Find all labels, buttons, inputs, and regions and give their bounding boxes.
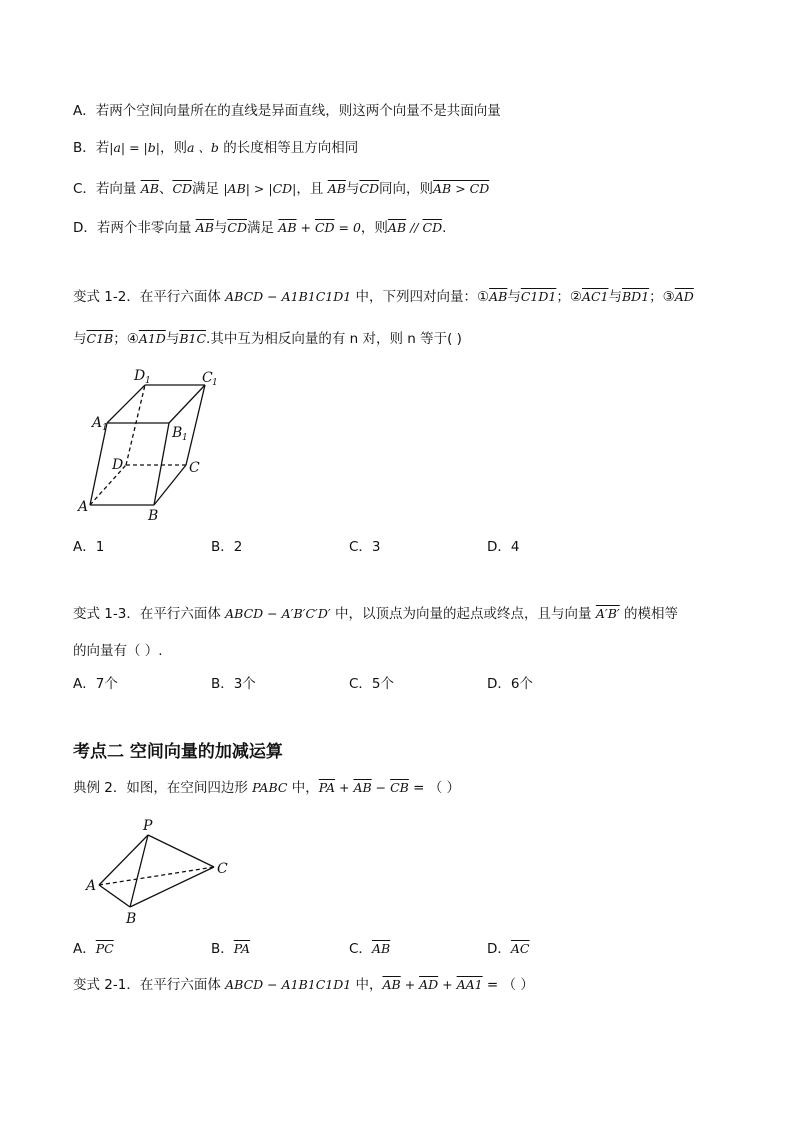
option-b: [73, 139, 358, 157]
choice-c[interactable]: C．5个: [349, 676, 395, 692]
option-c-text: 满足: [192, 181, 224, 197]
question-2-1-label: 变式 2-1．在平行六面体: [73, 977, 226, 993]
question-2-1-text: 中，: [351, 977, 383, 993]
section-heading: 考点二 空间向量的加减运算: [73, 742, 283, 762]
edge-b-c: [154, 465, 186, 505]
question-1-2-line1: [73, 288, 694, 306]
vertex-label-a: A: [78, 499, 89, 515]
option-c: [73, 180, 489, 198]
vector-a1d: A1D: [138, 331, 166, 346]
vector-cd: $\overline{CD}$: [227, 220, 247, 235]
option-b-prefix: B．若: [73, 140, 110, 156]
option-b-conclusion: 的长度相等且方向相同: [218, 140, 359, 156]
choice-letter: B．: [211, 941, 234, 957]
vertex-label-b1: B: [172, 425, 183, 441]
vector-pa: $\overline{PA}$: [233, 941, 251, 956]
vector-ac1: AC1: [581, 289, 609, 304]
choice-d[interactable]: D．4: [487, 539, 520, 555]
quadrilateral-figure: [80, 815, 240, 930]
option-c-text: ，且: [296, 181, 328, 197]
conjunction: 与: [507, 289, 521, 305]
vector-cd: $\overline{CD}$: [359, 181, 380, 196]
vector-pa: $\overline{PA}$: [318, 780, 336, 795]
vertex-label-a: A: [86, 878, 97, 894]
option-a: A．若两个空间向量所在的直线是异面直线，则这两个向量不是共面向量: [73, 103, 501, 119]
vertex-label-a1: A: [92, 415, 103, 431]
option-b-vars: a 、b: [187, 140, 219, 155]
separator: 、: [158, 181, 173, 197]
vector-ab: $\overline{AB}$: [327, 181, 346, 196]
parallelepiped-name: ABCD − A′B′C′D′: [225, 606, 331, 621]
subscript-1: 1: [182, 433, 188, 443]
option-d-text: ，则: [360, 220, 388, 236]
question-2-1: [73, 976, 534, 994]
plus-sign: +: [335, 780, 354, 795]
subscript-1: 1: [212, 378, 218, 388]
conjunction: 与: [165, 331, 180, 347]
hidden-edge-d-d1: [126, 385, 145, 465]
choice-letter: C．: [349, 941, 372, 957]
vector-ab: $\overline{AB}$: [278, 220, 297, 235]
vector-ab: $\overline{AB}$: [371, 941, 391, 956]
question-1-2-label: 变式 1-2．在平行六面体: [73, 289, 226, 305]
choice-letter: D．: [487, 941, 511, 957]
example-2-text: 中，: [287, 780, 319, 796]
question-1-2-text: 中，下列四对向量：①: [351, 289, 490, 305]
choice-d[interactable]: [487, 940, 530, 958]
subscript-1: 1: [102, 423, 108, 433]
vector-cd: $\overline{CD}$: [422, 220, 443, 235]
vertex-label-p: P: [143, 818, 153, 834]
option-d-prefix: D．若两个非零向量: [73, 220, 196, 236]
plus-sign: +: [400, 977, 420, 992]
question-1-3-text: 中，以顶点为向量的起点或终点，且与向量: [330, 606, 596, 622]
vector-ac: $\overline{AC}$: [510, 941, 530, 956]
edge-p-c: [148, 835, 214, 867]
question-1-3-line2: 的向量有（ ）.: [73, 643, 163, 659]
vector-a-prime-b-prime: A′B′: [595, 606, 620, 621]
vector-ab: $\overline{AB}$: [140, 181, 159, 196]
choice-c[interactable]: C．3: [349, 539, 381, 555]
vector-c1b: C1B: [86, 331, 114, 346]
option-d-text: 满足: [247, 220, 279, 236]
period: .: [442, 220, 447, 236]
choice-c[interactable]: [349, 940, 390, 958]
vertex-label-c1: C: [202, 370, 213, 386]
plus-sign: +: [296, 220, 315, 235]
subscript-1: 1: [145, 376, 151, 386]
vector-cd: $\overline{CD}$: [172, 181, 193, 196]
edge-a-b: [99, 885, 130, 907]
vector-pc: $\overline{PC}$: [95, 941, 114, 956]
example-2-question: [73, 779, 460, 797]
option-b-then: ，则: [160, 140, 187, 156]
example-2-label: 典例 2．如图，在空间四边形: [73, 780, 253, 796]
vector-ab: $\overline{AB}$: [382, 977, 401, 992]
plus-sign: +: [438, 977, 457, 992]
vector-ad: $\overline{AD}$: [419, 977, 439, 992]
vertex-label-d1: D: [134, 368, 146, 384]
question-2-1-ask: = （ ）: [482, 977, 534, 993]
vector-ab: $\overline{AB}$: [489, 289, 508, 304]
parallelepiped-name: ABCD − A1B1C1D1: [225, 289, 352, 304]
question-1-2-ask: .其中互为相反向量的有 n 对，则 n 等于( ): [206, 331, 462, 347]
quadrilateral-name: PABC: [252, 780, 288, 795]
vector-inequality: AB > CD: [433, 181, 490, 196]
vertex-label-d: D: [112, 457, 124, 473]
example-2-ask: = （ ）: [408, 780, 461, 796]
magnitude-inequality: |AB| > |CD|: [223, 181, 297, 196]
vector-ab: $\overline{AB}$: [353, 780, 372, 795]
choice-b[interactable]: B．3个: [211, 676, 256, 692]
question-1-2-line2: [73, 330, 462, 348]
vector-ab: $\overline{AB}$: [387, 220, 407, 235]
choice-a[interactable]: [73, 940, 114, 958]
edge-p-b: [130, 835, 148, 907]
vertex-label-c: C: [189, 460, 200, 476]
vector-b1c: B1C: [179, 331, 207, 346]
edge-b1-c1: [169, 385, 205, 423]
question-1-3-text: 的模相等: [619, 606, 679, 622]
equals-zero: = 0: [334, 220, 361, 235]
choice-a[interactable]: A．7个: [73, 676, 118, 692]
vector-cd: $\overline{CD}$: [314, 220, 335, 235]
vector-cb: $\overline{CB}$: [390, 780, 409, 795]
vector-bd1: BD1: [621, 289, 650, 304]
edge-p-a: [99, 835, 148, 885]
minus-sign: −: [371, 780, 391, 795]
vector-ab: $\overline{AB}$: [195, 220, 214, 235]
edge-b-b1: [154, 423, 169, 505]
option-b-abs-equality: |a| = |b|: [109, 140, 160, 155]
question-1-3-label: 变式 1-3．在平行六面体: [73, 606, 226, 622]
edge-d1-a1: [107, 385, 145, 423]
separator: ；④: [113, 331, 139, 347]
option-c-prefix: C．若向量: [73, 181, 141, 197]
conjunction: 与: [73, 331, 87, 347]
vector-c1d1: C1D1: [520, 289, 557, 304]
parallel-sign: //: [406, 220, 423, 235]
choice-b[interactable]: B．2: [211, 539, 243, 555]
vector-ad: $\overline{AD}$: [674, 289, 694, 304]
edge-a-a1: [90, 423, 107, 505]
vertex-label-b: B: [126, 911, 137, 927]
option-c-text: 同向，则: [379, 181, 434, 197]
edge-c-c1: [186, 385, 205, 465]
hidden-edge-a-c: [99, 867, 214, 885]
parallelepiped-figure: [74, 365, 234, 525]
conjunction: 与: [608, 289, 622, 305]
vertex-label-c: C: [217, 861, 228, 877]
option-d: [73, 219, 446, 237]
option-c-text: 与: [345, 181, 360, 197]
choice-b[interactable]: [211, 940, 250, 958]
choice-letter: A．: [73, 941, 96, 957]
parallelepiped-name: ABCD − A1B1C1D1: [225, 977, 352, 992]
option-d-text: 与: [213, 220, 228, 236]
question-1-3-line1: [73, 605, 678, 623]
separator: ；③: [649, 289, 675, 305]
separator: ；②: [556, 289, 582, 305]
vector-aa1: AA1: [456, 977, 483, 992]
vertex-label-b: B: [148, 508, 159, 524]
choice-d[interactable]: D．6个: [487, 676, 533, 692]
choice-a[interactable]: A．1: [73, 539, 105, 555]
